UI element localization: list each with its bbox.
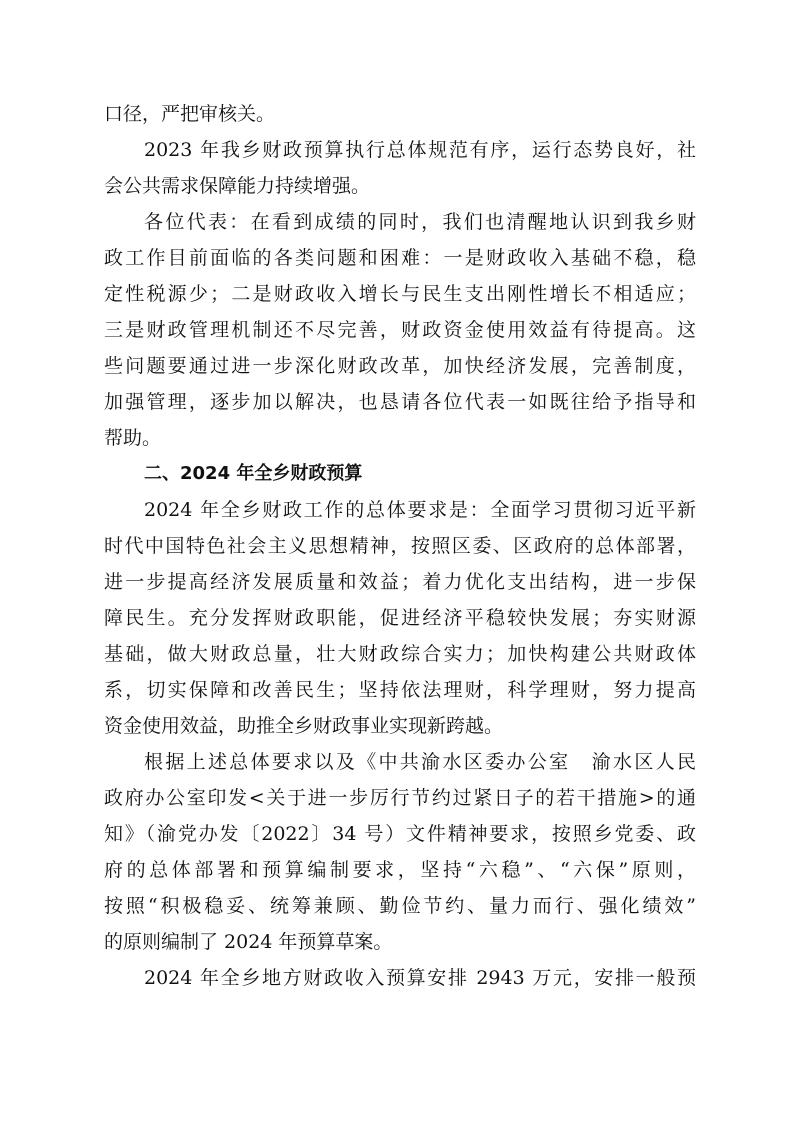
paragraph xyxy=(104,744,696,960)
text-line: 进一步提高经济发展质量和效益；着力优化支出结构，进一步保 xyxy=(104,571,696,593)
text-line: 加强管理，逐步加以解决，也恳请各位代表一如既往给予指导和 xyxy=(104,391,696,413)
paragraph xyxy=(104,492,696,744)
paragraph xyxy=(104,96,696,132)
text-line: 资金使用效益，助推全乡财政事业实现新跨越。 xyxy=(104,715,504,737)
text-line: 府的总体部署和预算编制要求，坚持“六稳”、“六保”原则， xyxy=(104,859,696,881)
text-line: 些问题要通过进一步深化财政改革，加快经济发展，完善制度， xyxy=(104,355,696,377)
text-line: 各位代表：在看到成绩的同时，我们也清醒地认识到我乡财 xyxy=(144,211,696,233)
text-line: 根据上述总体要求以及《中共渝水区委办公室 渝水区人民 xyxy=(144,751,696,773)
text-line: 2023 年我乡财政预算执行总体规范有序，运行态势良好，社 xyxy=(144,139,696,161)
text-line: 基础，做大财政总量，壮大财政综合实力；加快构建公共财政体 xyxy=(104,643,696,665)
text-line: 帮助。 xyxy=(104,427,162,449)
section-heading: 二、2024 年全乡财政预算 xyxy=(144,463,363,484)
paragraph xyxy=(104,204,696,456)
text-line: 2024 年全乡财政工作的总体要求是：全面学习贯彻习近平新 xyxy=(144,499,696,521)
text-line: 知》（渝党办发〔2022〕34 号）文件精神要求，按照乡党委、政 xyxy=(104,823,696,845)
text-line: 政府办公室印发<关于进一步厉行节约过紧日子的若干措施>的通 xyxy=(104,787,696,809)
text-line: 口径，严把审核关。 xyxy=(104,103,276,125)
paragraph xyxy=(104,960,696,996)
text-line: 三是财政管理机制还不尽完善，财政资金使用效益有待提高。这 xyxy=(104,319,696,341)
text-line: 定性税源少；二是财政收入增长与民生支出刚性增长不相适应； xyxy=(104,283,696,305)
paragraph xyxy=(104,132,696,204)
text-line: 会公共需求保障能力持续增强。 xyxy=(104,175,371,197)
text-line: 按照“积极稳妥、统筹兼顾、勤俭节约、量力而行、强化绩效” xyxy=(104,895,696,917)
text-line: 时代中国特色社会主义思想精神，按照区委、区政府的总体部署， xyxy=(104,535,696,557)
text-line: 系，切实保障和改善民生；坚持依法理财，科学理财，努力提高 xyxy=(104,679,696,701)
text-line: 的原则编制了 2024 年预算草案。 xyxy=(104,931,393,953)
text-line: 政工作目前面临的各类问题和困难：一是财政收入基础不稳，稳 xyxy=(104,247,696,269)
text-line: 2024 年全乡地方财政收入预算安排 2943 万元，安排一般预 xyxy=(144,967,696,989)
document-page xyxy=(104,96,696,996)
text-line: 障民生。充分发挥财政职能，促进经济平稳较快发展；夯实财源 xyxy=(104,607,696,629)
